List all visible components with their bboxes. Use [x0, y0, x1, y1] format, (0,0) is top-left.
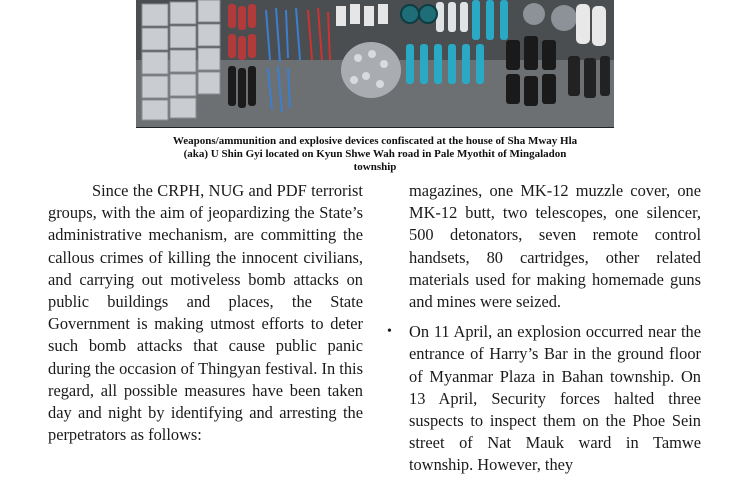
right-column [387, 180, 701, 477]
caption-line-1: Weapons/ammunition and explosive devices confiscated at the house of Sha Mway Hla [172, 135, 578, 147]
intro-paragraph: Since the CRPH, NUG and PDF terrorist groups, with the aim of jeopardizing the State’s administrative mechanism, are committing the callous crimes of killing the innocent civilians, and carrying out motiveless bomb attacks on public buildings and places, the State Government is making utmost efforts to deter such bomb attacks that cause public panic during the occasion of Thingyan festival. In this regard, all possible measures have been taken day and night by identifying and arresting the perpetrators as follows: [48, 181, 363, 445]
photo-caption [136, 135, 614, 174]
caption-line-2: (aka) U Shin Gyi located on Kyun Shwe Wah road in Pale Myothit of Mingaladon [183, 148, 567, 160]
bullet-icon: • [387, 324, 392, 340]
seized-items-continuation: magazines, one MK-12 muzzle cover, one MK-12 butt, two telescopes, one silencer, 500 detonators, seven remote control handsets, 80 cartridges, other related materials used for making homemade guns and mines were seized. [409, 181, 701, 312]
photo-illustration [136, 0, 614, 127]
bullet-item [387, 321, 701, 476]
caption-line-3: township [353, 161, 397, 173]
bullet-text: On 11 April, an explosion occurred near the entrance of Harry’s Bar in the ground floor of Myanmar Plaza in Bahan township. On 13 April, Security forces halted three suspects to inspect them on the Phoe Sein street of Nat Mauk ward in Tamwe township. However, they [409, 322, 701, 475]
seized-weapons-photo [136, 0, 614, 128]
left-column [48, 180, 363, 446]
